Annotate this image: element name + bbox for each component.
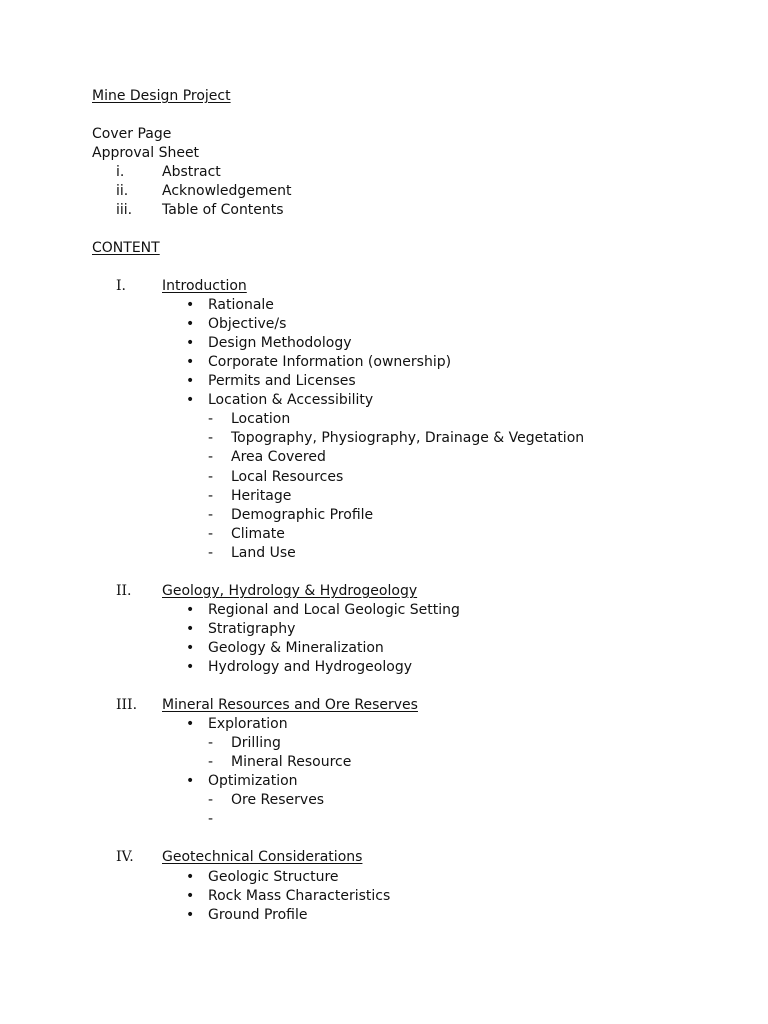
front-item-label: Approval Sheet <box>92 145 200 161</box>
sub-item-label: Ore Reserves <box>231 792 325 808</box>
front-item-number: ii. <box>116 183 129 199</box>
front-item-number: i. <box>116 164 125 180</box>
sub-item-label: Climate <box>231 526 285 542</box>
dash-marker: - <box>208 469 214 485</box>
bullet-icon: • <box>186 869 195 885</box>
dash-marker: - <box>208 488 214 504</box>
section-number: II. <box>116 583 132 599</box>
bullet-icon: • <box>186 659 195 675</box>
bullet-item-label: Regional and Local Geologic Setting <box>208 602 460 618</box>
bullet-item-label: Geologic Structure <box>208 869 339 885</box>
bullet-icon: • <box>186 888 195 904</box>
section-title: Geology, Hydrology & Hydrogeology <box>162 583 418 599</box>
front-item-label: Table of Contents <box>162 202 284 218</box>
sub-item-label: Land Use <box>231 545 296 561</box>
bullet-item-label: Stratigraphy <box>208 621 296 637</box>
bullet-icon: • <box>186 392 195 408</box>
dash-marker: - <box>208 735 214 751</box>
dash-marker: - <box>208 430 214 446</box>
section-number: III. <box>116 697 138 713</box>
dash-marker: - <box>208 545 214 561</box>
bullet-icon: • <box>186 773 195 789</box>
bullet-item-label: Objective/s <box>208 316 287 332</box>
section-title: Mineral Resources and Ore Reserves <box>162 697 418 713</box>
bullet-item-label: Exploration <box>208 716 288 732</box>
bullet-item-label: Corporate Information (ownership) <box>208 354 452 370</box>
sub-item-label: Heritage <box>231 488 292 504</box>
front-item-label: Cover Page <box>92 126 172 142</box>
dash-marker: - <box>208 411 214 427</box>
dash-marker: - <box>208 811 214 827</box>
section-number: IV. <box>116 849 134 865</box>
bullet-icon: • <box>186 297 195 313</box>
doc-title: Mine Design Project <box>92 88 231 104</box>
bullet-icon: • <box>186 316 195 332</box>
dash-marker: - <box>208 792 214 808</box>
front-item-label: Abstract <box>162 164 221 180</box>
bullet-item-label: Design Methodology <box>208 335 352 351</box>
section-title: Introduction <box>162 278 247 294</box>
section-number: I. <box>116 278 126 294</box>
front-item-label: Acknowledgement <box>162 183 292 199</box>
front-item-number: iii. <box>116 202 133 218</box>
sub-item-label: Drilling <box>231 735 281 751</box>
bullet-item-label: Permits and Licenses <box>208 373 356 389</box>
bullet-icon: • <box>186 621 195 637</box>
bullet-item-label: Rock Mass Characteristics <box>208 888 391 904</box>
dash-marker: - <box>208 449 214 465</box>
bullet-item-label: Geology & Mineralization <box>208 640 384 656</box>
bullet-icon: • <box>186 907 195 923</box>
bullet-icon: • <box>186 335 195 351</box>
sub-item-label: Location <box>231 411 291 427</box>
section-title: Geotechnical Considerations <box>162 849 363 865</box>
bullet-icon: • <box>186 716 195 732</box>
bullet-icon: • <box>186 602 195 618</box>
sub-item-label: Local Resources <box>231 469 344 485</box>
bullet-icon: • <box>186 373 195 389</box>
bullet-item-label: Optimization <box>208 773 298 789</box>
bullet-icon: • <box>186 354 195 370</box>
bullet-item-label: Rationale <box>208 297 274 313</box>
sub-item-label: Topography, Physiography, Drainage & Vegetation <box>231 430 585 446</box>
sub-item-label: Area Covered <box>231 449 326 465</box>
bullet-item-label: Location & Accessibility <box>208 392 374 408</box>
dash-marker: - <box>208 507 214 523</box>
bullet-item-label: Ground Profile <box>208 907 308 923</box>
dash-marker: - <box>208 526 214 542</box>
bullet-icon: • <box>186 640 195 656</box>
sub-item-label: Demographic Profile <box>231 507 374 523</box>
bullet-item-label: Hydrology and Hydrogeology <box>208 659 412 675</box>
content-heading: CONTENT <box>92 240 160 256</box>
dash-marker: - <box>208 754 214 770</box>
sub-item-label: Mineral Resource <box>231 754 352 770</box>
